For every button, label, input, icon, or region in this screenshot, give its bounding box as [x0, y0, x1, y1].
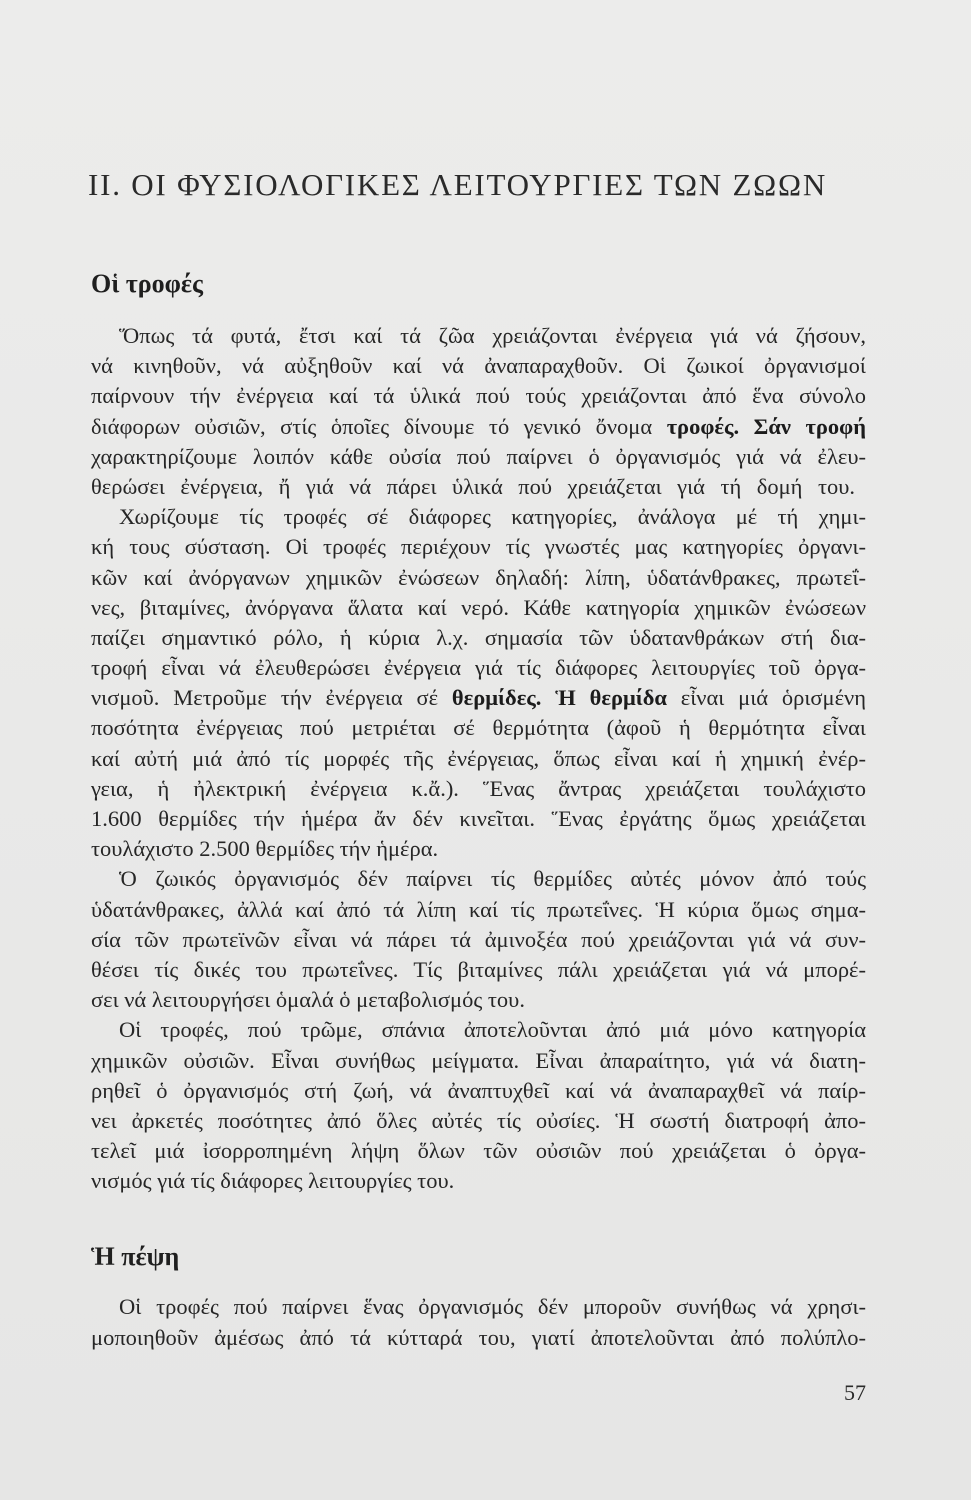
- text-line: [91, 412, 866, 442]
- bold-term: θερμίδες. Ἡ θερμίδα: [451, 685, 667, 711]
- line-text: τελεῖ μιά ἰσορροπημένη λήψη ὅλων τῶν οὐσιῶν πού χρειάζεται ὁ ὀργα-: [91, 1138, 866, 1164]
- line-text: νες, βιταμίνες, ἀνόργανα ἅλατα καί νερό. Κάθε κατηγορία χημικῶν ἐνώσεων: [91, 594, 866, 620]
- line-text: παίρνουν τήν ἐνέργεια καί τά ὑλικά πού τούς χρειάζονται ἀπό ἕνα σύνολο: [91, 383, 866, 409]
- paragraph: [91, 321, 866, 502]
- paragraph: [91, 502, 866, 864]
- section-heading-digestion: Ἡ πέψη: [91, 1242, 180, 1271]
- line-text: Οἱ τροφές πού παίρνει ἕνας ὀργανισμός δέν μποροῦν συνήθως νά χρησι-: [119, 1294, 866, 1319]
- text-line: [91, 351, 866, 381]
- text-line: [119, 1291, 866, 1322]
- text-line: [91, 442, 866, 472]
- line-text: τροφή εἶναι νά ἐλευθερώσει ἐνέργεια γιά τίς διάφορες λειτουργίες τοῦ ὀργα-: [91, 655, 866, 681]
- text-line: [91, 683, 866, 713]
- text-line: [91, 623, 866, 653]
- text-line: [91, 895, 866, 925]
- text-line: [91, 532, 866, 562]
- line-text: χημικῶν οὐσιῶν. Εἶναι συνήθως μείγματα. Εἶναι ἀπαραίτητο, γιά νά διατη-: [91, 1047, 866, 1073]
- text-line: [91, 381, 866, 411]
- line-text: Χωρίζουμε τίς τροφές σέ διάφορες κατηγορίες, ἀνάλογα μέ τή χημι-: [119, 504, 866, 530]
- text-line: [91, 1136, 866, 1166]
- line-text: σει νά λειτουργήσει ὁμαλά ὁ μεταβολισμός του.: [91, 987, 525, 1013]
- line-text: Ὁ ζωικός ὀργανισμός δέν παίρνει τίς θερμίδες αὐτές μόνον ἀπό τούς: [119, 866, 866, 892]
- text-segment: διάφορων οὐσιῶν, στίς ὁποῖες δίνουμε τό γενικό ὄνομα: [91, 413, 667, 439]
- text-line: [91, 774, 866, 804]
- text-line: [91, 472, 855, 502]
- section-body-foods: [91, 321, 866, 1196]
- line-text: παίζει σημαντικό ρόλο, ἡ κύρια λ.χ. σημασία τῶν ὑδατανθράκων στή δια-: [91, 624, 866, 650]
- text-line: [91, 744, 866, 774]
- text-line: [91, 985, 866, 1015]
- text-line: [91, 804, 866, 834]
- text-line: [119, 1015, 866, 1045]
- text-line: [91, 834, 866, 864]
- text-segment: νισμοῦ. Μετροῦμε τήν ἐνέργεια σέ: [91, 685, 452, 711]
- text-line: [91, 955, 866, 985]
- line-text: ποσότητα ἐνέργειας πού μετριέται σέ θερμότητα (ἀφοῦ ἡ θερμότητα εἶναι: [91, 715, 866, 741]
- text-line: [119, 864, 866, 894]
- text-line: [91, 1166, 866, 1196]
- page-number: 57: [844, 1380, 866, 1405]
- bold-term: τροφές. Σάν τροφή: [666, 413, 867, 439]
- line-text: νά κινηθοῦν, νά αὐξηθοῦν καί νά ἀναπαραχθοῦν. Οἱ ζωικοί ὀργανισμοί: [91, 353, 866, 379]
- line-text: ὑδατάνθρακες, ἀλλά καί ἀπό τά λίπη καί τίς πρωτεΐνες. Ἡ κύρια ὅμως σημα-: [91, 896, 866, 922]
- line-text: νισμός γιά τίς διάφορες λειτουργίες του.: [91, 1168, 455, 1194]
- line-text: Ὅπως τά φυτά, ἔτσι καί τά ζῶα χρειάζονται ἐνέργεια γιά νά ζήσουν,: [119, 323, 866, 348]
- line-text: κῶν καί ἀνόργανων χημικῶν ἐνώσεων δηλαδή: λίπη, ὑδατάνθρακες, πρωτεΐ-: [91, 564, 866, 590]
- line-text: καί αὐτή μιά ἀπό τίς μορφές τῆς ἐνέργειας, ὅπως εἶναι καί ἡ χημική ἐνέρ-: [91, 745, 866, 771]
- line-text: κή τους σύσταση. Οἱ τροφές περιέχουν τίς γνωστές μας κατηγορίες ὀργανι-: [91, 534, 866, 560]
- line-text: 1.600 θερμίδες τήν ἡμέρα ἄν δέν κινεῖται. Ἕνας ἐργάτης ὅμως χρειάζεται: [91, 806, 866, 831]
- text-line: [91, 925, 866, 955]
- line-text: μοποιηθοῦν ἀμέσως ἀπό τά κύτταρά του, γιατί ἀποτελοῦνται ἀπό πολύπλο-: [91, 1325, 866, 1350]
- section-body-digestion: [91, 1291, 866, 1353]
- text-line: [91, 713, 866, 743]
- line-text: [91, 685, 866, 710]
- line-text: τουλάχιστο 2.500 θερμίδες τήν ἡμέρα.: [91, 836, 439, 862]
- line-text: νει ἀρκετές ποσότητες ἀπό ὅλες αὐτές τίς οὐσίες. Ἡ σωστή διατροφή ἀπο-: [91, 1107, 866, 1133]
- text-line: [91, 563, 866, 593]
- chapter-title: [88, 165, 827, 205]
- text-line: [91, 1076, 866, 1106]
- line-text: θέσει τίς δικές του πρωτεΐνες. Τίς βιταμίνες πάλι χρειάζεται γιά νά μπορέ-: [91, 956, 866, 982]
- line-text: θερώσει ἐνέργεια, ἤ γιά νά πάρει ὑλικά πού χρειάζεται γιά τή δομή του.: [91, 473, 855, 499]
- text-line: [91, 1106, 866, 1136]
- line-text: [91, 414, 866, 439]
- text-line: [119, 321, 866, 351]
- chapter-title-text: II. ΟΙ ΦΥΣΙΟΛΟΓΙΚΕΣ ΛΕΙΤΟΥΡΓΙΕΣ ΤΩΝ ΖΩΩΝ: [88, 167, 827, 202]
- text-line: [91, 1322, 866, 1353]
- line-text: χαρακτηρίζουμε λοιπόν κάθε οὐσία πού παίρνει ὁ ὀργανισμός γιά νά ἐλευ-: [91, 443, 866, 469]
- text-segment: εἶναι μιά ὁρισμένη: [666, 685, 866, 711]
- text-line: [91, 593, 866, 623]
- line-text: γεια, ἡ ἠλεκτρική ἐνέργεια κ.ἄ.). Ἕνας ἄντρας χρειάζεται τουλάχιστο: [91, 775, 866, 801]
- line-text: Οἱ τροφές, πού τρῶμε, σπάνια ἀποτελοῦνται ἀπό μιά μόνο κατηγορία: [119, 1017, 866, 1043]
- paragraph: [91, 864, 866, 1015]
- section-heading-foods: Οἱ τροφές: [91, 269, 203, 298]
- text-line: [91, 653, 866, 683]
- paragraph: [91, 1015, 866, 1196]
- line-text: σία τῶν πρωτεϊνῶν εἶναι νά πάρει τά ἀμινοξέα πού χρειάζονται γιά νά συν-: [91, 926, 866, 952]
- text-line: [119, 502, 866, 532]
- text-line: [91, 1046, 866, 1076]
- line-text: ρηθεῖ ὁ ὀργανισμός στή ζωή, νά ἀναπτυχθεῖ καί νά ἀναπαραχθεῖ νά παίρ-: [91, 1077, 866, 1103]
- paragraph: [91, 1291, 866, 1353]
